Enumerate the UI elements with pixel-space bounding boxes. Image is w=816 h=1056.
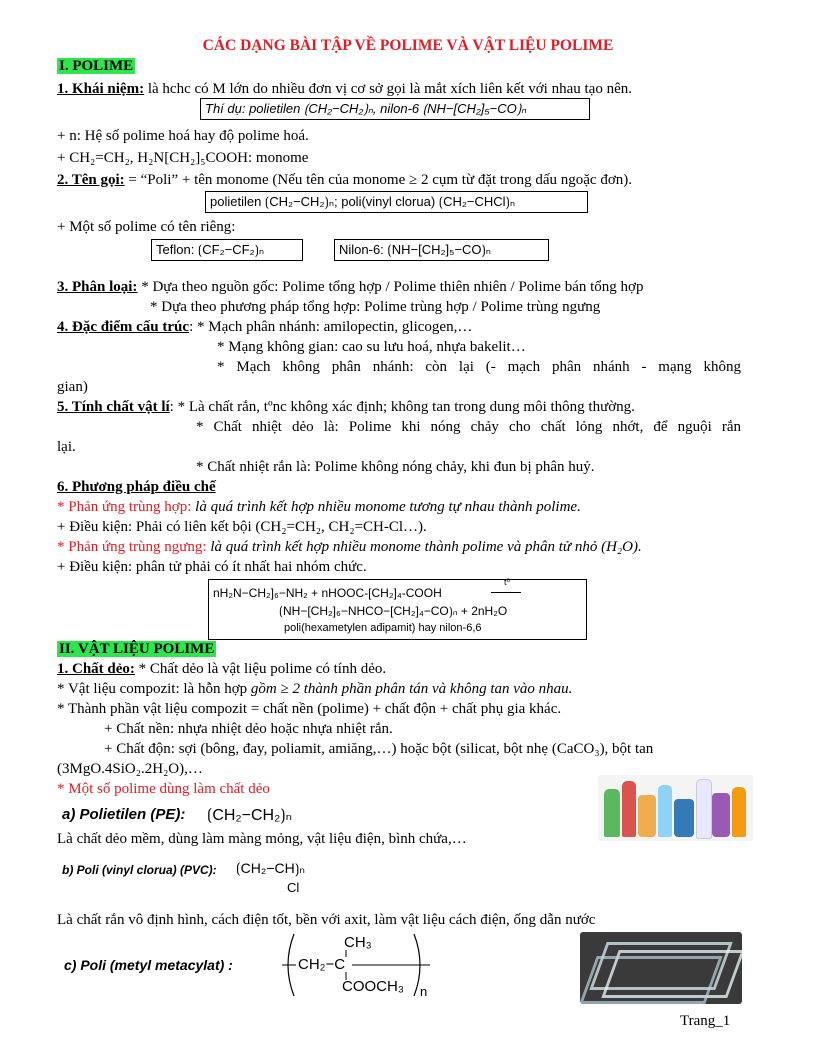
classification-line-1: 3. Phân loại: * Dựa theo nguồn gốc: Polime tổng hợp / Polime thiên nhiên / Polime bán tổng hợp [57,279,644,295]
structure-line-2: * Mạng không gian: cao su lưu hoá, nhựa bakelit… [217,339,526,355]
condensation-polymerization: * Phản ứng trùng ngưng: là quá trình kết hợp nhiều monome thành polime và phân tử nhỏ (H₂O). [57,539,642,555]
structure-line-3: * Mạch không phân nhánh: còn lại (- mạch phân nhánh - mạng không [217,359,741,375]
pmma-subscript-n: n [420,984,428,999]
n-note: + n: Hệ số polime hoá hay độ polime hoá. [57,128,309,144]
pmma-main-chain: CH₂−C [298,956,346,973]
physical-line-2b: lại. [57,439,76,455]
filler-note-b: (3MgO.4SiO₂.2H₂O),… [57,761,203,777]
addition-condition: + Điều kiện: Phải có liên kết bội (CH₂=CH₂, CH₂=CH-Cl…). [57,519,427,535]
pmma-top-group: CH₃ [344,934,372,951]
page-number: Trang_1 [680,1013,731,1029]
reaction-products: ⟮NH−[CH₂]₆−NHCO−[CH₂]₄−CO⟯ₙ + 2nH₂O [279,604,508,618]
pe-formula: ⟮CH₂−CH₂⟯ₙ [207,807,293,824]
condensation-condition: + Điều kiện: phân tử phải có ít nhất hai nhóm chức. [57,559,367,575]
matrix-note: + Chất nền: nhựa nhiệt dẻo hoặc nhựa nhiệt rắn. [104,721,393,737]
classification-line-2: * Dựa theo phương pháp tổng hợp: Polime trùng hợp / Polime trùng ngưng [150,299,601,315]
physical-line-3: * Chất nhiệt rắn là: Polime không nóng chảy, khi đun bị phân huỷ. [196,459,595,475]
composite-parts: * Thành phần vật liệu compozit = chất nền (polime) + chất độn + chất phụ gia khác. [57,701,562,717]
section-heading-materials: II. VẬT LIỆU POLIME [59,641,215,657]
teflon-box: Teflon: ⟮CF₂−CF₂⟯ₙ [151,239,303,261]
pvc-label: b) Poli (vinyl clorua) (PVC): [62,863,217,877]
plastic-definition: 1. Chất dẻo: * Chất dẻo là vật liệu polime có tính dẻo. [57,661,387,677]
physical-line-1: 5. Tính chất vật lí: * Là chất rắn, tºnc không xác định; không tan trong dung môi thông thường. [57,399,635,415]
special-names-note: + Một số polime có tên riêng: [57,219,236,235]
acrylic-sheets-photo [580,932,742,1004]
addition-polymerization: * Phản ứng trùng hợp: là quá trình kết hợp nhiều monome tương tự nhau thành polime. [57,499,581,515]
pe-label: a) Polietilen (PE): [62,806,186,823]
reaction-product-name: poli(hexametylen ađipamit) hay nilon-6,6 [284,622,482,634]
some-plastics-heading: * Một số polime dùng làm chất dẻo [57,781,270,797]
reaction-reactants: nH₂N−CH₂]₆−NH₂ + nHOOC-[CH₂]₄-COOH [213,586,442,600]
pvc-formula: ⟮CH₂−CH⟯ₙ [236,860,305,876]
reaction-box [208,579,587,640]
example-formula-box: Thí dụ: polietilen ⟮CH₂−CH₂⟯ₙ, nilon-6 ⟮NH−[CH₂]₅−CO⟯ₙ [200,98,590,120]
reaction-temperature: t⁰ [504,577,511,587]
structure-line-1: 4. Đặc điểm cấu trúc: * Mạch phân nhánh: amilopectin, glicogen,… [57,319,473,335]
section-heading-polime: I. POLIME [59,58,134,74]
pmma-ester-group: COOCH₃ [342,978,404,995]
physical-line-2: * Chất nhiệt dẻo là: Polime khi nóng chảy cho chất lỏng nhớt, để nguội rắn [196,419,741,435]
preparation-heading: 6. Phương pháp điều chế [57,479,216,495]
pvc-formula-substituent: Cl [287,880,300,895]
structure-line-3b: gian) [57,379,88,395]
pmma-label: c) Poli (metyl metacylat) : [64,957,233,973]
monomer-note: + CH₂=CH₂, H₂N[CH₂]₅COOH: monome [57,150,309,166]
nilon6-box: Nilon-6: ⟮NH−[CH₂]₅−CO⟯ₙ [334,239,549,261]
page-title: CÁC DẠNG BÀI TẬP VỀ POLIME VÀ VẬT LIỆU POLIME [202,37,614,54]
reaction-arrow [491,592,521,593]
naming-formula-box: polietilen ⟮CH₂−CH₂⟯ₙ; poli(vinyl clorua) ⟮CH₂−CHCl⟯ₙ [205,191,588,213]
definition-line: 1. Khái niệm: là hchc có M lớn do nhiều đơn vị cơ sở gọi là mắt xích liên kết với nhau tạo nên. [57,81,632,97]
composite-definition: * Vật liệu compozit: là hỗn hợp gồm ≥ 2 thành phần phân tán và không tan vào nhau. [57,681,573,697]
plastic-products-photo [598,775,753,841]
filler-note: + Chất độn: sợi (bông, đay, poliamit, amiăng,…) hoặc bột (silicat, bột nhẹ (CaCO₃), bột tan [104,741,654,757]
naming-line: 2. Tên gọi: = “Poli” + tên monome (Nếu tên của monome ≥ 2 cụm từ đặt trong dấu ngoặc đơn). [57,172,632,188]
pvc-description: Là chất rắn vô định hình, cách điện tốt, bền với axit, làm vật liệu cách điện, ống dẫn nước [57,912,596,928]
pe-description: Là chất dẻo mềm, dùng làm màng mỏng, vật liệu điện, bình chứa,… [57,831,467,847]
